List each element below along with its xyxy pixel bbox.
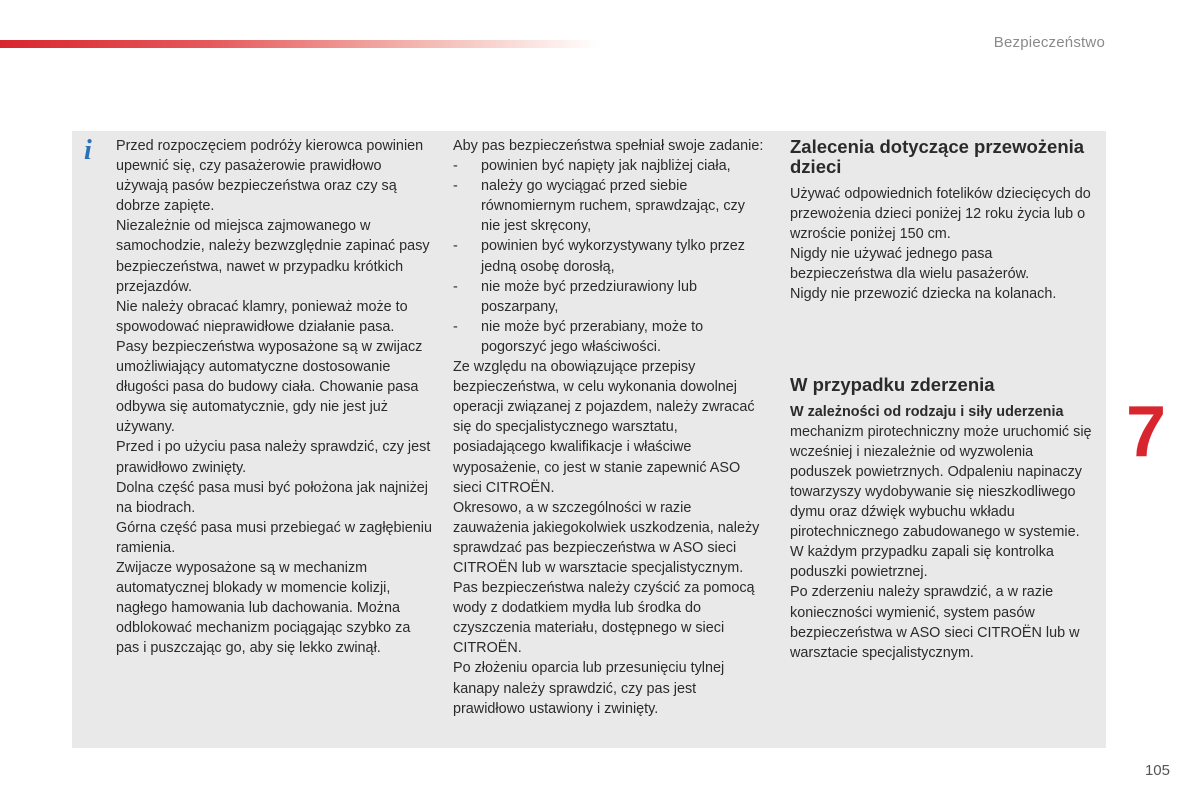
paragraph: Nigdy nie używać jednego pasa bezpieczeństwa dla wielu pasażerów. [790, 246, 1030, 283]
paragraph: Używać odpowiednich fotelików dziecięcych do przewożenia dzieci poniżej 12 roku życia lub o wzroście poniżej 150 cm. [790, 186, 1091, 243]
paragraph: Niezależnie od miejsca zajmowanego w samochodzie, należy bezwzględnie zapinać pasy bezpieczeństwa, nawet w przypadku krótkich przejazdów. [116, 218, 430, 295]
paragraph: Dolna część pasa musi być położona jak najniżej na biodrach. [116, 479, 428, 516]
list-item: - powinien być napięty jak najbliżej ciała, [453, 156, 768, 176]
info-icon: i [84, 135, 92, 166]
paragraph: Ze względu na obowiązujące przepisy bezpieczeństwa, w celu wykonania dowolnej operacji związanej z pojazdem, należy zwracać się do specjalistycznego warsztatu, posiadającego kwalifikacje i właściwe wyposażenie, co jest w stanie zapewnić ASO sieci CITROËN. [453, 359, 755, 496]
list-item: - należy go wyciągać przed siebie równomiernym ruchem, sprawdzając, czy nie jest skręcony, [453, 176, 768, 236]
heading-child-transport: Zalecenia dotyczące przewożenia dzieci [790, 136, 1085, 177]
bold-lead: W zależności od rodzaju i siły uderzenia [790, 403, 1064, 420]
list-intro: Aby pas bezpieczeństwa spełniał swoje zadanie: [453, 138, 764, 154]
chapter-number: 7 [1126, 392, 1167, 472]
list-item: - powinien być wykorzystywany tylko przez jedną osobę dorosłą, [453, 236, 768, 276]
lead-text: mechanizm pirotechniczny może uruchomić się wcześniej i niezależnie od wyzwolenia poduszek powietrznych. Odpaleniu napinaczy towarzyszy wydobywanie się nieszkodliwego dymu oraz dźwięk wybuchu wkładu pirotechnicznego zabudowanego w systemie. [790, 423, 1092, 541]
paragraph: Przed i po użyciu pasa należy sprawdzić, czy jest prawidłowo zwinięty. [116, 439, 431, 476]
paragraph: Nigdy nie przewozić dziecka na kolanach. [790, 286, 1057, 303]
paragraph: Nie należy obracać klamry, ponieważ może to spowodować nieprawidłowe działanie pasa. [116, 298, 408, 335]
column-3 [790, 136, 1095, 663]
paragraph: W każdym przypadku zapali się kontrolka poduszki powietrznej. [790, 544, 1054, 581]
column-2 [453, 136, 768, 719]
paragraph: Przed rozpoczęciem podróży kierowca powinien upewnić się, czy pasażerowie prawidłowo używają pasów bezpieczeństwa oraz czy są dobrze zapięte. [116, 138, 424, 215]
page-number: 105 [1144, 762, 1170, 779]
paragraph: Zwijacze wyposażone są w mechanizm automatycznej blokady w momencie kolizji, nagłego hamowania lub dachowania. Można odblokować mechanizm pociągając szybko za pas i puszczając go, aby się lekko zwinął. [116, 559, 411, 657]
column-1 [116, 136, 436, 658]
paragraph: Po złożeniu oparcia lub przesunięciu tylnej kanapy należy sprawdzić, czy pas jest prawidłowo ustawiony i zwinięty. [453, 660, 725, 717]
paragraph: Pas bezpieczeństwa należy czyścić za pomocą wody z dodatkiem mydła lub środka do czyszczenia materiału, dostępnego w sieci CITROËN. [453, 580, 755, 657]
paragraph: Górna część pasa musi przebiegać w zagłębieniu ramienia. [116, 519, 432, 556]
list-item: - nie może być przerabiany, może to pogorszyć jego właściwości. [453, 317, 768, 357]
paragraph [790, 402, 1095, 543]
heading-collision: W przypadku zderzenia [790, 373, 995, 395]
header-accent-bar [0, 40, 600, 48]
paragraph: Okresowo, a w szczególności w razie zauważenia jakiegokolwiek uszkodzenia, należy sprawdzać pas bezpieczeństwa w ASO sieci CITROËN lub w warsztacie specjalistycznym. [453, 499, 760, 576]
paragraph: Pasy bezpieczeństwa wyposażone są w zwijacz umożliwiający automatyczne dostosowanie długości pasa do budowy ciała. Chowanie pasa odbywa się automatycznie, gdy nie jest już używany. [116, 338, 423, 436]
section-title: Bezpieczeństwo [993, 34, 1105, 51]
list-item: - nie może być przedziurawiony lub poszarpany, [453, 277, 768, 317]
paragraph: Po zderzeniu należy sprawdzić, a w razie konieczności wymienić, system pasów bezpieczeństwa w ASO sieci CITROËN lub w warsztacie specjalistycznym. [790, 584, 1080, 661]
requirements-list [453, 156, 768, 357]
